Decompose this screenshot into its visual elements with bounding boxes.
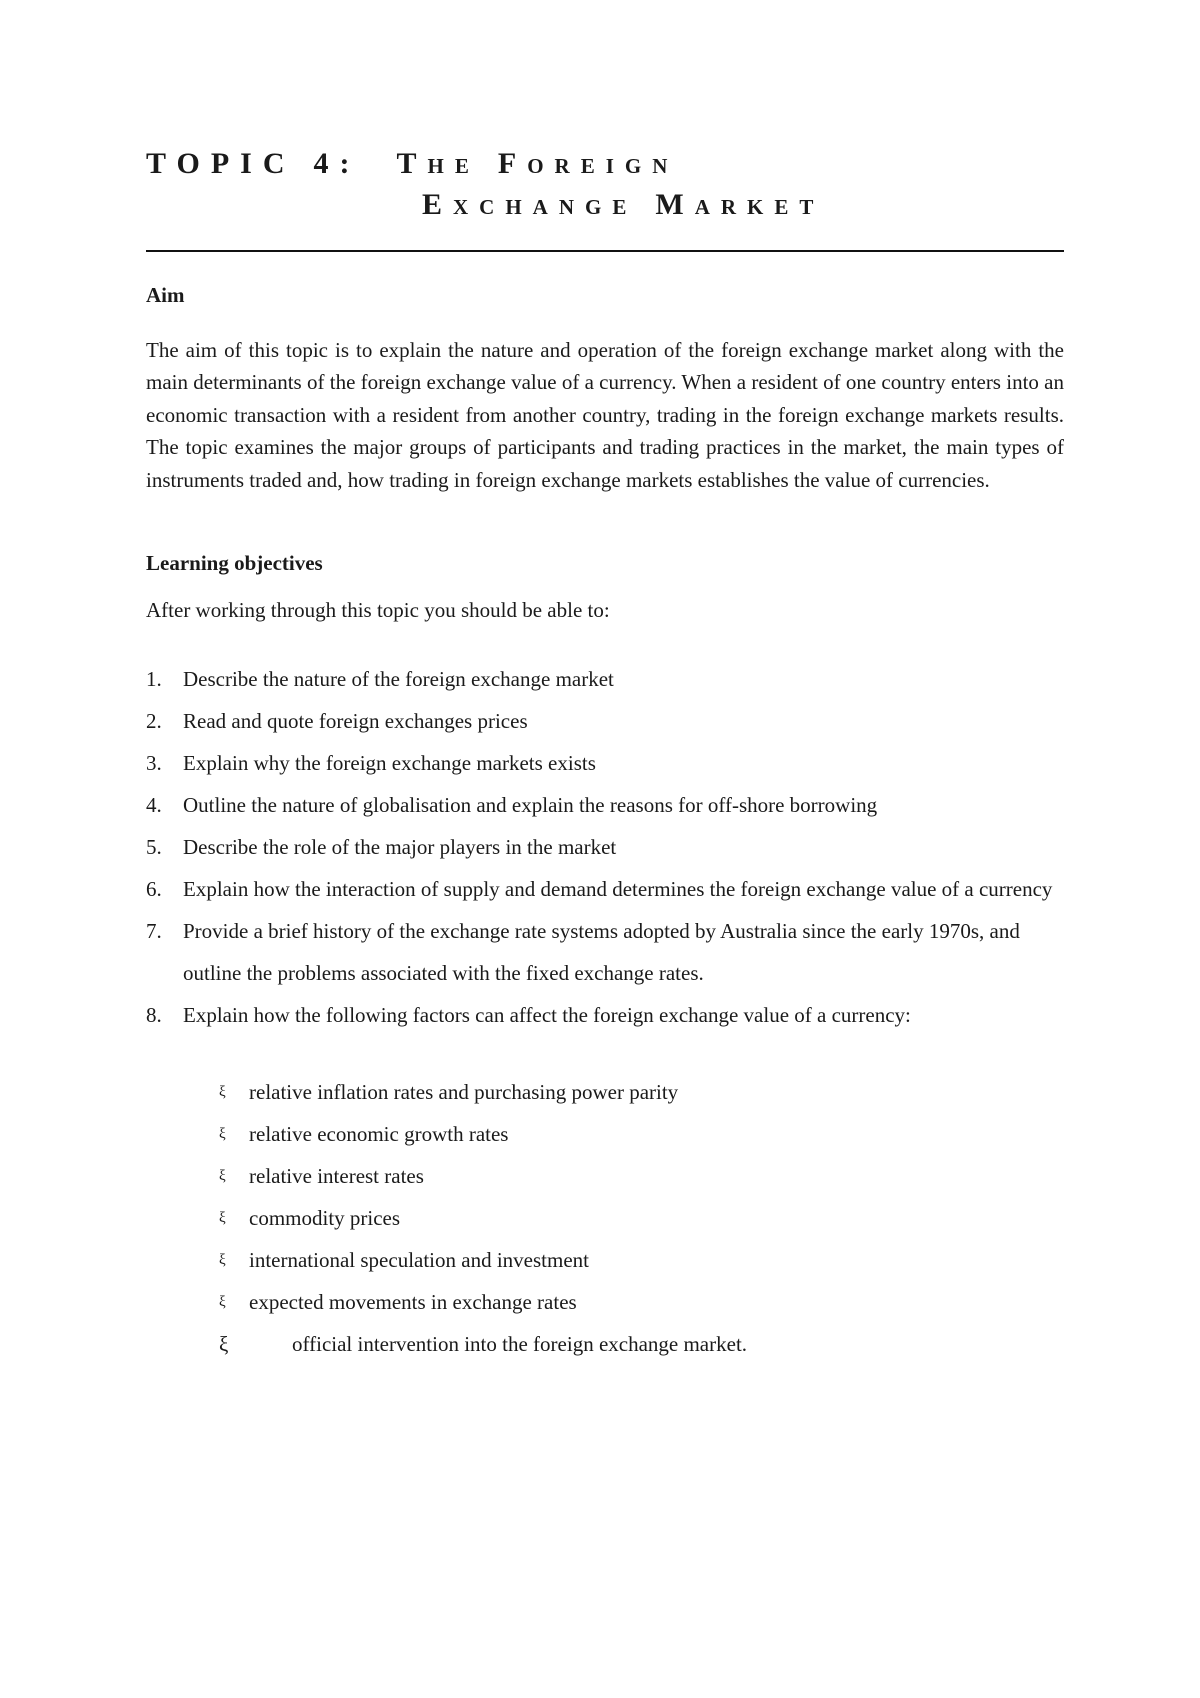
bullet-icon: ξ	[219, 1332, 229, 1356]
list-item: 8. Explain how the following factors can affect the foreign exchange value of a currency:	[146, 1003, 911, 1027]
title-the-foreign: THE FOREIGN	[396, 147, 679, 180]
bullet-icon: ξ	[219, 1252, 226, 1268]
title-divider	[146, 250, 1064, 252]
bullet-icon: ξ	[219, 1294, 226, 1310]
factor-item: ξ international speculation and investment	[219, 1239, 747, 1281]
list-item: 2. Read and quote foreign exchanges prices	[146, 709, 528, 733]
factor-item: ξ relative economic growth rates	[219, 1113, 747, 1155]
list-item: 1. Describe the nature of the foreign exchange market	[146, 667, 614, 691]
topic-title-line-2	[422, 188, 824, 222]
bullet-icon: ξ	[219, 1168, 226, 1184]
bullet-icon: ξ	[219, 1126, 226, 1142]
list-item: 7. Provide a brief history of the exchange rate systems adopted by Australia since the early 1970s, and outline the problems associated with the fixed exchange rates.	[146, 919, 1020, 985]
factor-item: ξ expected movements in exchange rates	[219, 1281, 747, 1323]
learning-objectives-intro: After working through this topic you should be able to:	[146, 598, 610, 622]
learning-objectives-heading: Learning objectives	[146, 551, 323, 575]
factor-item: ξ relative interest rates	[219, 1155, 747, 1197]
topic-label: TOPIC 4:	[146, 147, 361, 180]
factors-list	[219, 1071, 747, 1365]
list-item: 4. Outline the nature of globalisation and explain the reasons for off-shore borrowing	[146, 793, 878, 817]
bullet-icon: ξ	[219, 1084, 226, 1100]
aim-heading: Aim	[146, 283, 185, 307]
aim-paragraph: The aim of this topic is to explain the nature and operation of the foreign exchange market along with the main determinants of the foreign exchange value of a currency. When a resident of one country enters into an economic transaction with a resident from another country, trading in the foreign exchange markets results. The topic examines the major groups of participants and trading practices in the market, the main types of instruments traded and, how trading in foreign exchange markets establishes the value of currencies.	[146, 338, 1064, 492]
bullet-icon: ξ	[219, 1210, 226, 1226]
factor-item: ξ relative inflation rates and purchasing power parity	[219, 1071, 747, 1113]
list-item: 5. Describe the role of the major players in the market	[146, 835, 617, 859]
factor-item: ξ official intervention into the foreign exchange market.	[219, 1323, 747, 1365]
list-item: 6. Explain how the interaction of supply and demand determines the foreign exchange value of a currency	[146, 877, 1053, 901]
list-item: 3. Explain why the foreign exchange markets exists	[146, 751, 596, 775]
objectives-list	[146, 658, 1064, 1036]
factor-item: ξ commodity prices	[219, 1197, 747, 1239]
title-exchange-market: EXCHANGE MARKET	[422, 188, 825, 221]
topic-title-line-1	[146, 147, 678, 181]
